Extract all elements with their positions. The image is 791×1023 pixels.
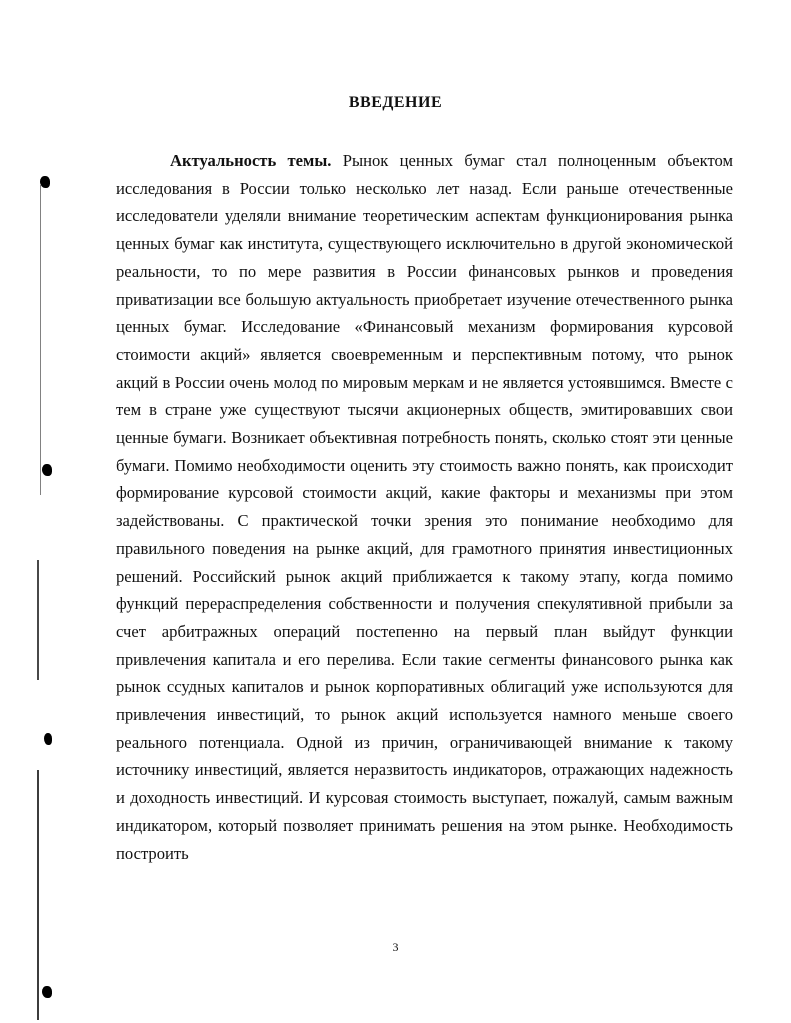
paragraph-lead: Актуальность темы. xyxy=(170,151,332,170)
binder-hole-mark xyxy=(40,176,50,188)
paragraph-text: Рынок ценных бумаг стал полноценным объектом исследования в России только несколько лет назад. Если раньше отечественные исследователи уделяли внимание теоретическим аспектам функционирования рынка ценных бумаг как института, существующего исключительно в другой экономической реальности, то по мере развития в России финансовых рынков и проведения приватизации все большую актуальность приобретает изучение отечественного рынка ценных бумаг. Исследование «Финансовый механизм формирования курсовой стоимости акций» является своевременным и перспективным потому, что рынок акций в России очень молод по мировым меркам и не является устоявшимся. Вместе с тем в стране уже существуют тысячи акционерных обществ, эмитировавших свои ценные бумаги. Возникает объективная потребность понять, сколько стоят эти ценные бумаги. Помимо необходимости оценить эту стоимость важно понять, как происходит формирование курсовой стоимости акций, какие факторы и механизмы при этом задействованы. С практической точки зрения это понимание необходимо для правильного поведения на рынке акций, для грамотного принятия инвестиционных решений. Российский рынок акций приближается к такому этапу, когда помимо функций перераспределения собственности и получения спекулятивной прибыли за счет арбитражных операций постепенно на первый план выйдут функции привлечения капитала и его перелива. Если такие сегменты финансового рынка как рынок ссудных капиталов и рынок корпоративных облигаций уже используются для привлечения инвестиций, то рынок акций используется намного меньше своего реального потенциала. Одной из причин, ограничивающей внимание к такому источнику инвестиций, является неразвитость индикаторов, отражающих надежность и доходность инвестиций. И курсовая стоимость выступает, пожалуй, самым важным индикатором, который позволяет принимать решения на этом рынке. Необходимость построить xyxy=(116,151,734,863)
body-paragraph xyxy=(116,147,733,867)
binder-hole-mark xyxy=(42,986,52,998)
scan-edge-line xyxy=(37,770,39,1020)
scan-edge-line xyxy=(37,560,39,680)
section-heading: ВВЕДЕНИЕ xyxy=(348,94,443,111)
binder-hole-mark xyxy=(42,464,52,476)
scan-edge-line xyxy=(40,185,41,495)
page-number: 3 xyxy=(392,940,399,954)
binder-hole-mark xyxy=(44,733,52,745)
